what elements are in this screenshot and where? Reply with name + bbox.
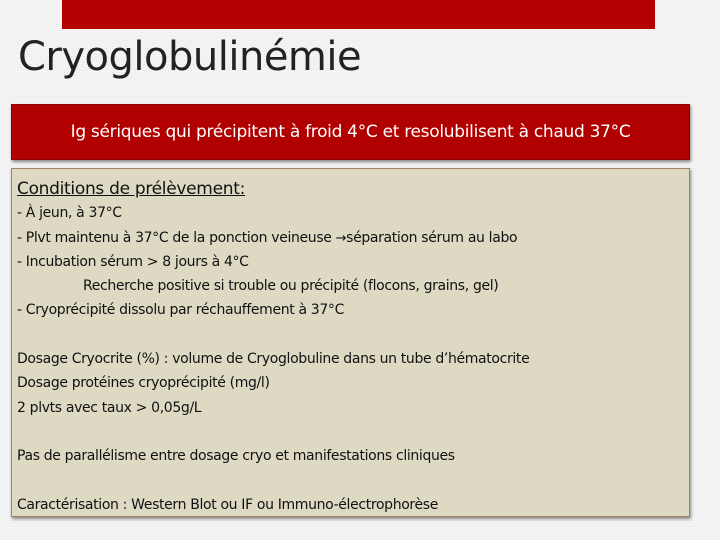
condition-item-positive-result: Recherche positive si trouble ou précipité (flocons, grains, gel) [83, 278, 499, 295]
spacer [17, 323, 689, 347]
top-accent-bar [62, 0, 655, 29]
slide-title: Cryoglobulinémie [18, 34, 362, 80]
conditions-heading: Conditions de prélèvement: [17, 179, 245, 199]
condition-item-temperature-text: - Plvt maintenu à 37°C de la ponction veineuse [17, 229, 336, 246]
dosage-proteins: Dosage protéines cryoprécipité (mg/l) [17, 375, 270, 392]
content-box [11, 168, 690, 517]
dosage-threshold: 2 plvts avec taux > 0,05g/L [17, 399, 202, 416]
spacer [17, 469, 689, 493]
definition-banner [11, 104, 690, 160]
arrow-right-icon: → [335, 230, 347, 246]
condition-item-separation-text: séparation sérum au labo [346, 229, 518, 246]
condition-item-fasting: - À jeun, à 37°C [17, 205, 122, 222]
parallelism-note: Pas de parallélisme entre dosage cryo et manifestations cliniques [17, 448, 455, 465]
condition-item-incubation: - Incubation sérum > 8 jours à 4°C [17, 253, 249, 270]
condition-item-temperature [17, 226, 689, 250]
spacer [17, 420, 689, 444]
characterisation-note: Caractérisation : Western Blot ou IF ou Immuno-électrophorèse [17, 496, 439, 513]
definition-banner-text: Ig sériques qui précipitent à froid 4°C et resolubilisent à chaud 37°C [70, 122, 631, 142]
condition-item-dissolution: - Cryoprécipité dissolu par réchauffement à 37°C [17, 302, 345, 319]
dosage-cryocrite: Dosage Cryocrite (%) : volume de Cryoglobuline dans un tube d’hématocrite [17, 351, 530, 368]
